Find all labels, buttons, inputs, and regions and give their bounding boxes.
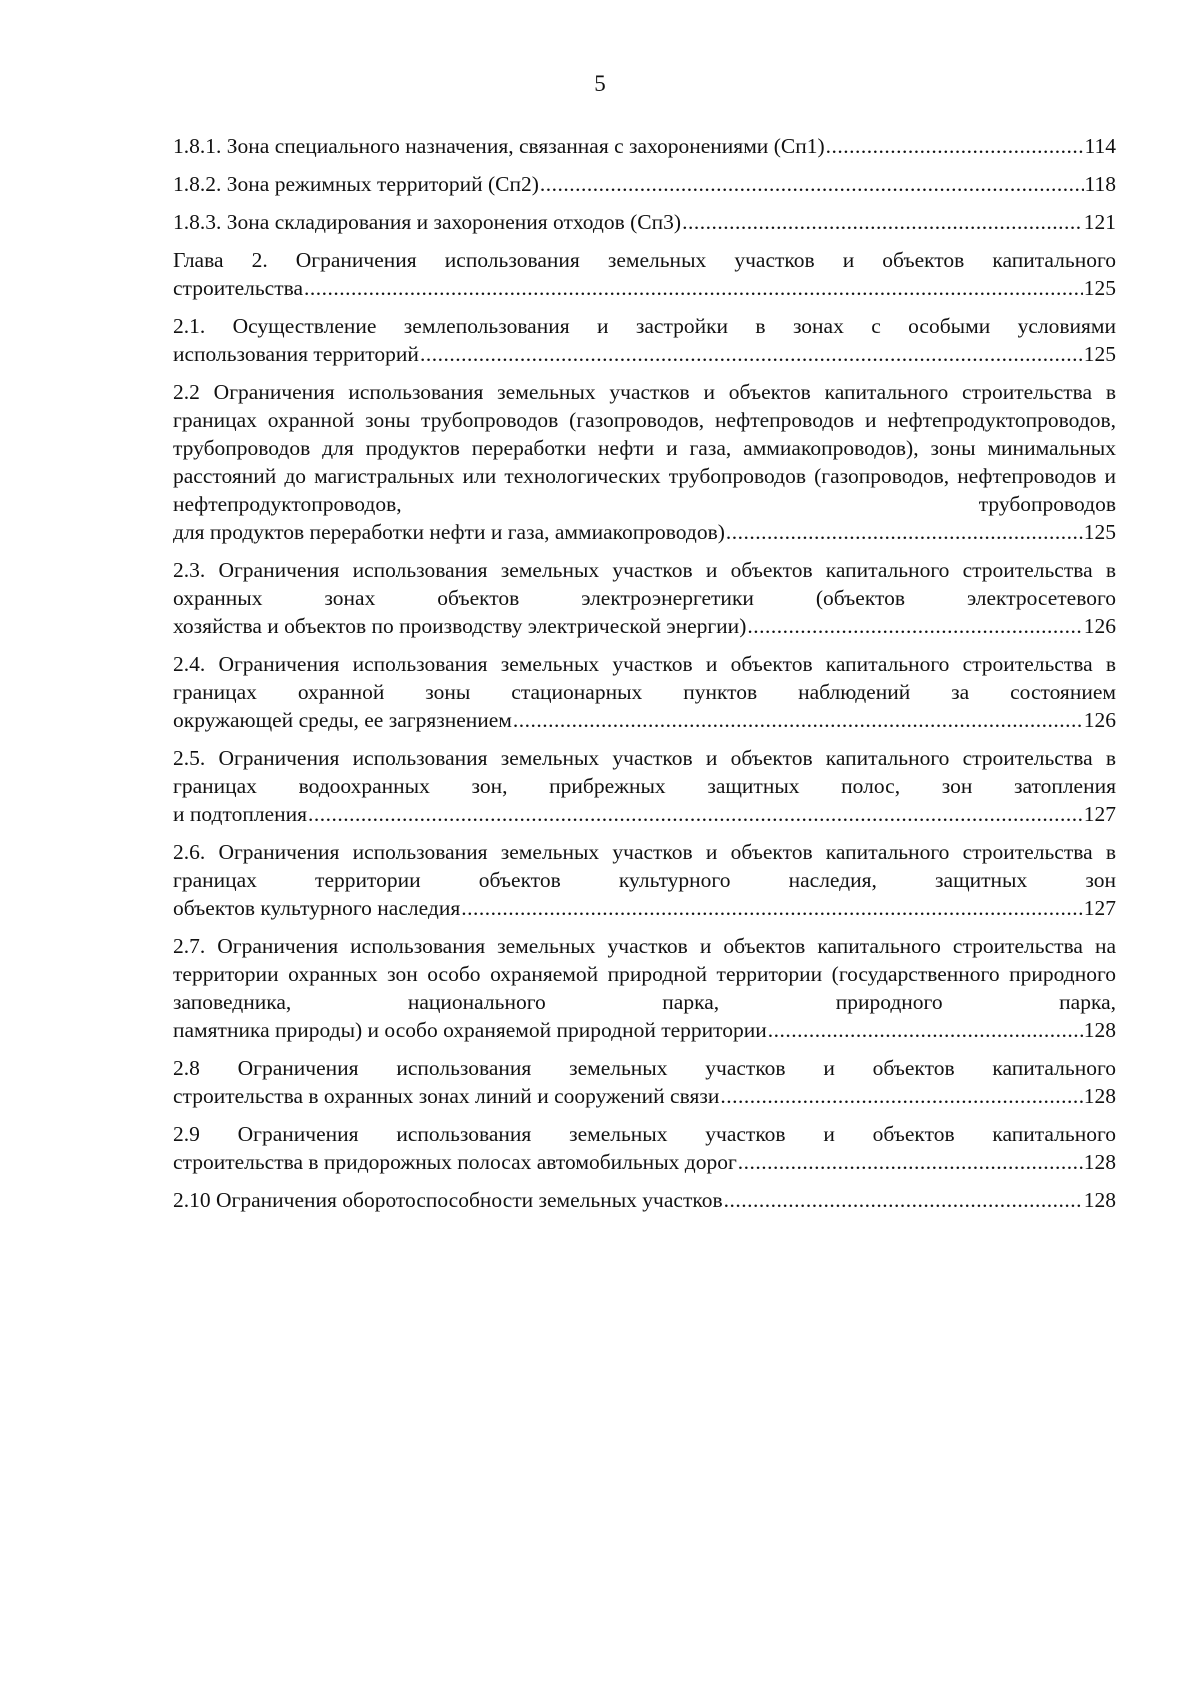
toc-page-number: 126 [1083, 614, 1116, 638]
dot-leader [513, 706, 1083, 734]
dot-leader [682, 208, 1083, 236]
toc-entry-line [173, 208, 1116, 236]
toc-entry[interactable] [173, 1186, 1116, 1214]
toc-entry-title: использования территорий [173, 342, 419, 366]
toc-entry[interactable] [173, 312, 1116, 368]
toc-page-number: 125 [1083, 342, 1116, 366]
toc-entry-title: 1.8.1. Зона специального назначения, связанная с захоронениями (Сп1) [173, 134, 825, 158]
toc-entry-line [173, 132, 1116, 160]
toc-entry[interactable] [173, 1054, 1116, 1110]
toc-page-number: 126 [1083, 708, 1116, 732]
toc-entry-text: 2.9 Ограничения использования земельных участков и объектов капитального [173, 1122, 1116, 1146]
toc-entry[interactable] [173, 132, 1116, 160]
toc-entry[interactable] [173, 556, 1116, 640]
toc-entry-text: 2.5. Ограничения использования земельных участков и объектов капитального строительства в границах водоохранных зон, прибрежных защитных полос, зон затопления [173, 746, 1116, 798]
toc-entry[interactable] [173, 246, 1116, 302]
dot-leader [308, 800, 1083, 828]
toc-entry[interactable] [173, 650, 1116, 734]
toc-entry-line [173, 1016, 1116, 1044]
toc-entry[interactable] [173, 378, 1116, 546]
page-number: 5 [594, 71, 606, 96]
toc-page-number: 114 [1084, 134, 1116, 158]
toc-entry-title: для продуктов переработки нефти и газа, аммиакопроводов) [173, 520, 725, 544]
toc-entry-line [173, 518, 1116, 546]
toc-entry-line [173, 800, 1116, 828]
toc-entry-text: 2.4. Ограничения использования земельных участков и объектов капитального строительства в границах охранной зоны стационарных пунктов наблюдений за состоянием [173, 652, 1116, 704]
toc-entry-line [173, 274, 1116, 302]
toc-page-number: 128 [1083, 1084, 1116, 1108]
toc-entry[interactable] [173, 1120, 1116, 1176]
toc-page-number: 125 [1083, 520, 1116, 544]
toc-page-number: 128 [1083, 1188, 1116, 1212]
dot-leader [420, 340, 1083, 368]
dot-leader [747, 612, 1082, 640]
toc-entry[interactable] [173, 744, 1116, 828]
toc-entry-line [173, 1082, 1116, 1110]
toc-entry-title: объектов культурного наследия [173, 896, 461, 920]
dot-leader [726, 518, 1083, 546]
dot-leader [540, 170, 1084, 198]
dot-leader [826, 132, 1084, 160]
toc-entry-title: и подтопления [173, 802, 307, 826]
toc-entry-title: строительства [173, 276, 304, 300]
dot-leader [738, 1148, 1083, 1176]
toc-entry-title: строительства в охранных зонах линий и сооружений связи [173, 1084, 720, 1108]
toc-page-number: 128 [1083, 1018, 1116, 1042]
toc-entry-text: 2.7. Ограничения использования земельных участков и объектов капитального строительства на территории охранных зон особо охраняемой природной территории (государственного природного заповедника, национального парка, природного парка, [173, 934, 1116, 1014]
toc-entry-title: 1.8.3. Зона складирования и захоронения отходов (Сп3) [173, 210, 682, 234]
toc-entry-line [173, 894, 1116, 922]
toc-entry-title: окружающей среды, ее загрязнением [173, 708, 512, 732]
toc-page-number: 127 [1083, 802, 1116, 826]
toc-entry[interactable] [173, 208, 1116, 236]
toc-entry-title: хозяйства и объектов по производству электрической энергии) [173, 614, 747, 638]
dot-leader [724, 1186, 1083, 1214]
toc-entry-text: 2.1. Осуществление землепользования и застройки в зонах с особыми условиями [173, 314, 1116, 338]
toc-entry-title: 1.8.2. Зона режимных территорий (Сп2) [173, 172, 539, 196]
toc-page-number: 128 [1083, 1150, 1116, 1174]
toc-entry-line [173, 612, 1116, 640]
toc-entry[interactable] [173, 838, 1116, 922]
toc-entry-text: 2.6. Ограничения использования земельных участков и объектов капитального строительства в границах территории объектов культурного наследия, защитных зон [173, 840, 1116, 892]
toc-entry[interactable] [173, 932, 1116, 1044]
toc-entry-title: памятника природы) и особо охраняемой природной территории [173, 1018, 767, 1042]
toc-page-number: 127 [1083, 896, 1116, 920]
table-of-contents [173, 132, 1116, 1224]
toc-entry-text: Глава 2. Ограничения использования земельных участков и объектов капитального [173, 248, 1116, 272]
dot-leader [461, 894, 1083, 922]
toc-entry-text: 2.2 Ограничения использования земельных участков и объектов капитального строительства в границах охранной зоны трубопроводов (газопроводов, нефтепроводов и нефтепродуктопроводов, трубопроводов для продуктов переработки нефти и газа, аммиакопроводов), зоны минимальных расстояний до магистральных или технологических трубопроводов (газопроводов, нефтепроводов и нефтепродуктопроводов, трубопроводов [173, 380, 1116, 516]
toc-page-number: 121 [1083, 210, 1116, 234]
toc-entry-title: строительства в придорожных полосах автомобильных дорог [173, 1150, 737, 1174]
toc-entry-line [173, 1148, 1116, 1176]
toc-entry-line [173, 706, 1116, 734]
toc-page-number: 125 [1083, 276, 1116, 300]
toc-entry-line [173, 1186, 1116, 1214]
toc-entry[interactable] [173, 170, 1116, 198]
toc-entry-title: 2.10 Ограничения оборотоспособности земельных участков [173, 1188, 723, 1212]
dot-leader [304, 274, 1083, 302]
toc-entry-text: 2.8 Ограничения использования земельных участков и объектов капитального [173, 1056, 1116, 1080]
dot-leader [768, 1016, 1083, 1044]
toc-entry-line [173, 340, 1116, 368]
toc-page-number: 118 [1084, 172, 1116, 196]
dot-leader [720, 1082, 1082, 1110]
toc-entry-line [173, 170, 1116, 198]
toc-entry-text: 2.3. Ограничения использования земельных участков и объектов капитального строительства в охранных зонах объектов электроэнергетики (объектов электросетевого [173, 558, 1116, 610]
